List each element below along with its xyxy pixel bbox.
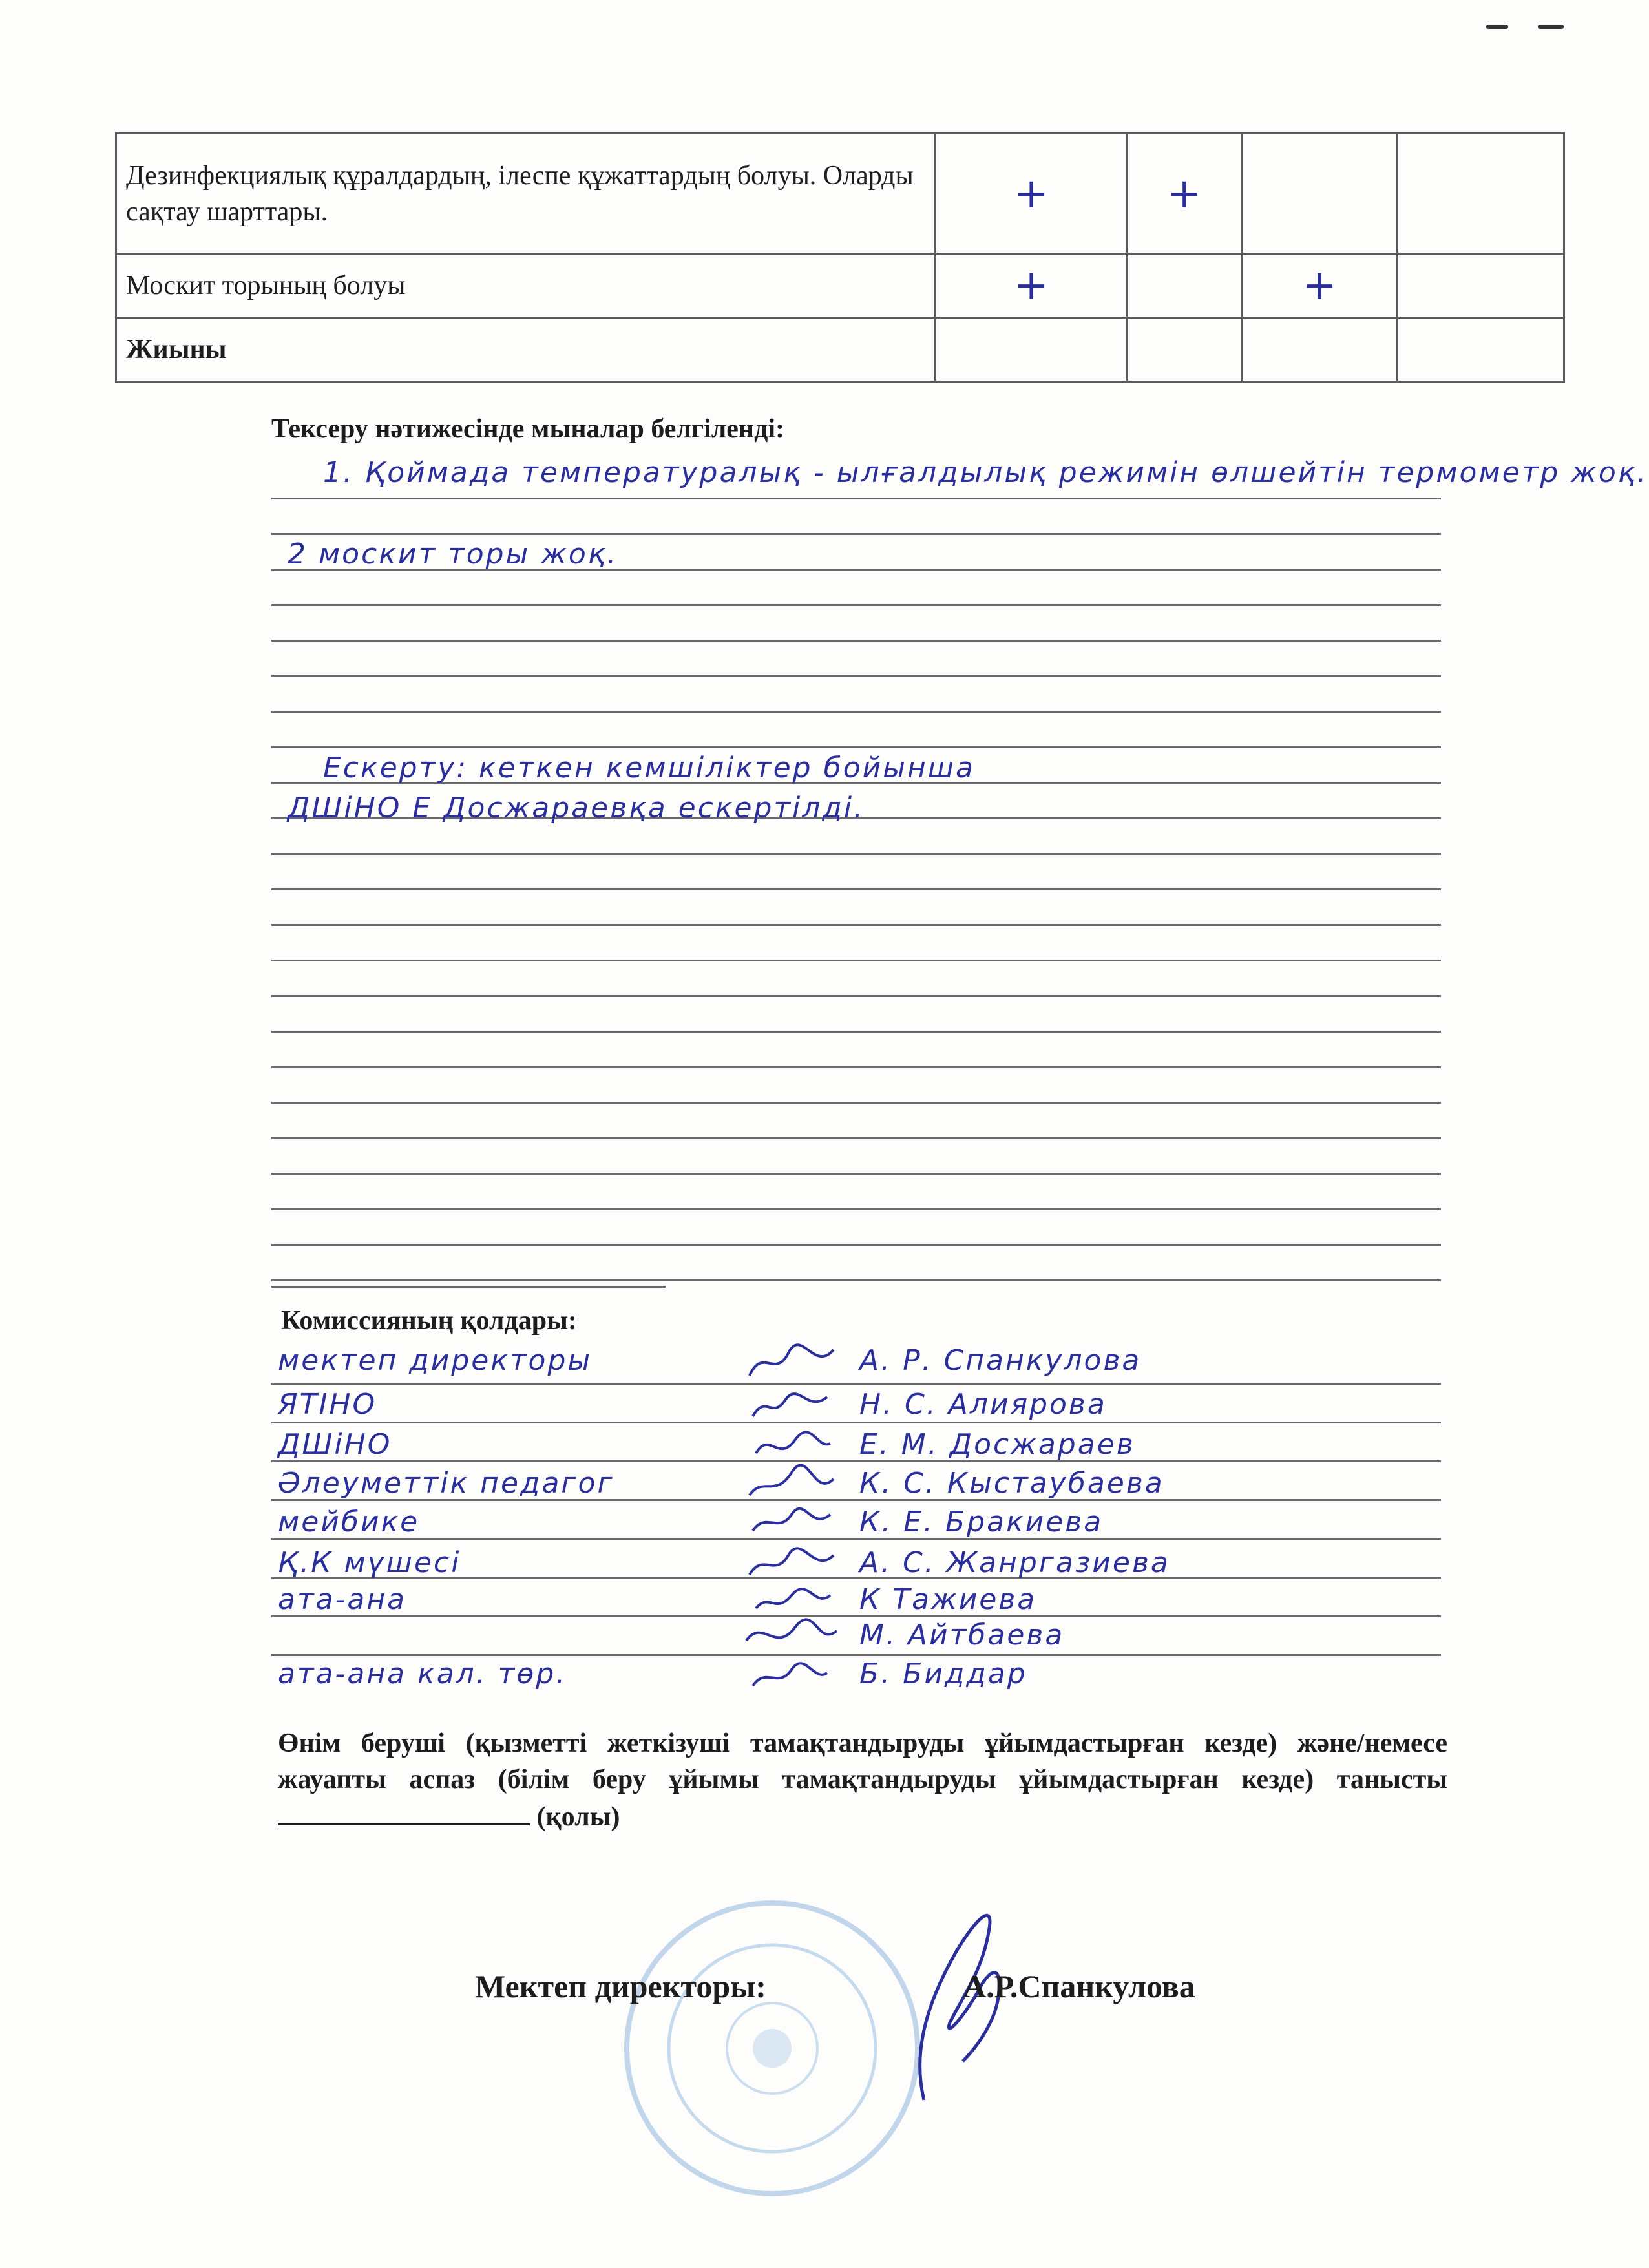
commission-member — [278, 1583, 1273, 1619]
finding-line: Ескерту: кеткен кемшіліктер бойынша — [323, 751, 975, 784]
commission-member — [278, 1428, 1273, 1464]
member-role: Қ.К мүшесі — [278, 1546, 461, 1579]
commission-member — [278, 1388, 1273, 1424]
ruled-line — [271, 1244, 1441, 1246]
signature-mark — [743, 1340, 840, 1385]
commission-heading: Комиссияның қолдары: — [281, 1306, 577, 1336]
check-mark — [1398, 254, 1564, 318]
member-role: мейбике — [278, 1506, 420, 1538]
signature-mark — [743, 1654, 840, 1699]
ruled-line — [271, 640, 1441, 642]
acknowledgement-suffix: (қолы) — [536, 1802, 620, 1832]
check-mark: + — [1127, 134, 1241, 254]
ruled-line — [271, 924, 1441, 926]
ruled-line — [271, 1383, 1441, 1385]
signature-mark — [743, 1384, 840, 1429]
school-stamp — [617, 1893, 927, 2203]
table-row — [116, 318, 1564, 382]
ruled-line — [271, 746, 1441, 748]
commission-member — [278, 1657, 1273, 1694]
member-name: К. С. Кыстаубаева — [859, 1467, 1164, 1500]
finding-line: 1. Қоймада температуралық - ылғалдылық режимін өлшейтін термометр жоқ. — [323, 456, 1648, 489]
commission-member — [278, 1344, 1273, 1380]
member-name: К. Е. Бракиева — [859, 1506, 1104, 1538]
member-role: мектеп директоры — [278, 1344, 593, 1377]
table-row — [116, 254, 1564, 318]
signature-blank — [278, 1798, 530, 1825]
commission-member — [278, 1619, 1273, 1655]
row-label: Жиыны — [116, 318, 936, 382]
director-name: А.Р.Спанкулова — [963, 1968, 1195, 2004]
acknowledgement-paragraph — [278, 1725, 1447, 1835]
ruled-line — [271, 1031, 1441, 1033]
member-name: Е. М. Досжараев — [859, 1428, 1135, 1461]
member-name: М. Айтбаева — [859, 1619, 1065, 1652]
check-mark: + — [936, 134, 1128, 254]
table-row — [116, 134, 1564, 254]
scan-mark — [1538, 25, 1564, 29]
ruled-line — [271, 1102, 1441, 1104]
ruled-line — [271, 498, 1441, 499]
check-mark — [1398, 318, 1564, 382]
ruled-line — [271, 995, 1441, 997]
finding-line: 2 москит торы жоқ. — [288, 538, 618, 571]
check-mark — [1241, 134, 1398, 254]
member-name: Н. С. Алиярова — [859, 1388, 1107, 1421]
check-mark: + — [936, 254, 1128, 318]
checklist-table — [115, 132, 1565, 383]
row-label: Москит торының болуы — [116, 254, 936, 318]
ruled-line — [271, 711, 1441, 713]
director-label: Мектеп директоры: — [475, 1968, 766, 2004]
finding-line: ДШіНО Е Досжараевқа ескертілді. — [288, 792, 865, 824]
check-mark — [1398, 134, 1564, 254]
ruled-line — [271, 1279, 1441, 1281]
member-role: ата-ана — [278, 1583, 407, 1616]
check-mark: + — [1241, 254, 1398, 318]
acknowledgement-text: Өнім беруші (қызметті жеткізуші тамақтандыруды ұйымдастырған кезде) және/немесе жауапты аспаз (білім беру ұйымы тамақтандыруды ұйымдастырған кезде) танысты — [278, 1728, 1447, 1794]
commission-member — [278, 1506, 1273, 1542]
ruled-line — [271, 604, 1441, 606]
scan-mark — [1486, 25, 1508, 29]
ruled-line — [271, 1173, 1441, 1175]
ruled-line — [271, 1066, 1441, 1068]
ruled-line — [271, 1208, 1441, 1210]
ruled-line — [271, 888, 1441, 890]
member-name: А. Р. Спанкулова — [859, 1344, 1142, 1377]
check-mark — [1127, 318, 1241, 382]
member-name: Б. Биддар — [859, 1657, 1027, 1690]
commission-member — [278, 1546, 1273, 1582]
findings-heading: Тексеру нәтижесінде мыналар белгіленді: — [271, 414, 785, 444]
commission-member — [278, 1467, 1273, 1503]
ruled-line — [271, 533, 1441, 535]
member-role: Әлеуметтік педагог — [278, 1467, 614, 1500]
check-mark — [1241, 318, 1398, 382]
signature-mark — [743, 1502, 840, 1547]
check-mark — [1127, 254, 1241, 318]
member-name: К Тажиева — [859, 1583, 1037, 1616]
ruled-line — [271, 1137, 1441, 1139]
ruled-line — [271, 960, 1441, 961]
ruled-line — [271, 675, 1441, 677]
member-name: А. С. Жанргазиева — [859, 1546, 1170, 1579]
member-role: ата-ана кал. төр. — [278, 1657, 567, 1690]
check-mark — [936, 318, 1128, 382]
ruled-line — [271, 853, 1441, 855]
member-role: ДШіНО — [278, 1428, 392, 1461]
row-label: Дезинфекциялық құралдардың, ілеспе құжаттардың болуы. Оларды сақтау шарттары. — [116, 134, 936, 254]
ruled-line — [271, 1286, 666, 1288]
member-role: ЯТІНО — [278, 1388, 377, 1421]
